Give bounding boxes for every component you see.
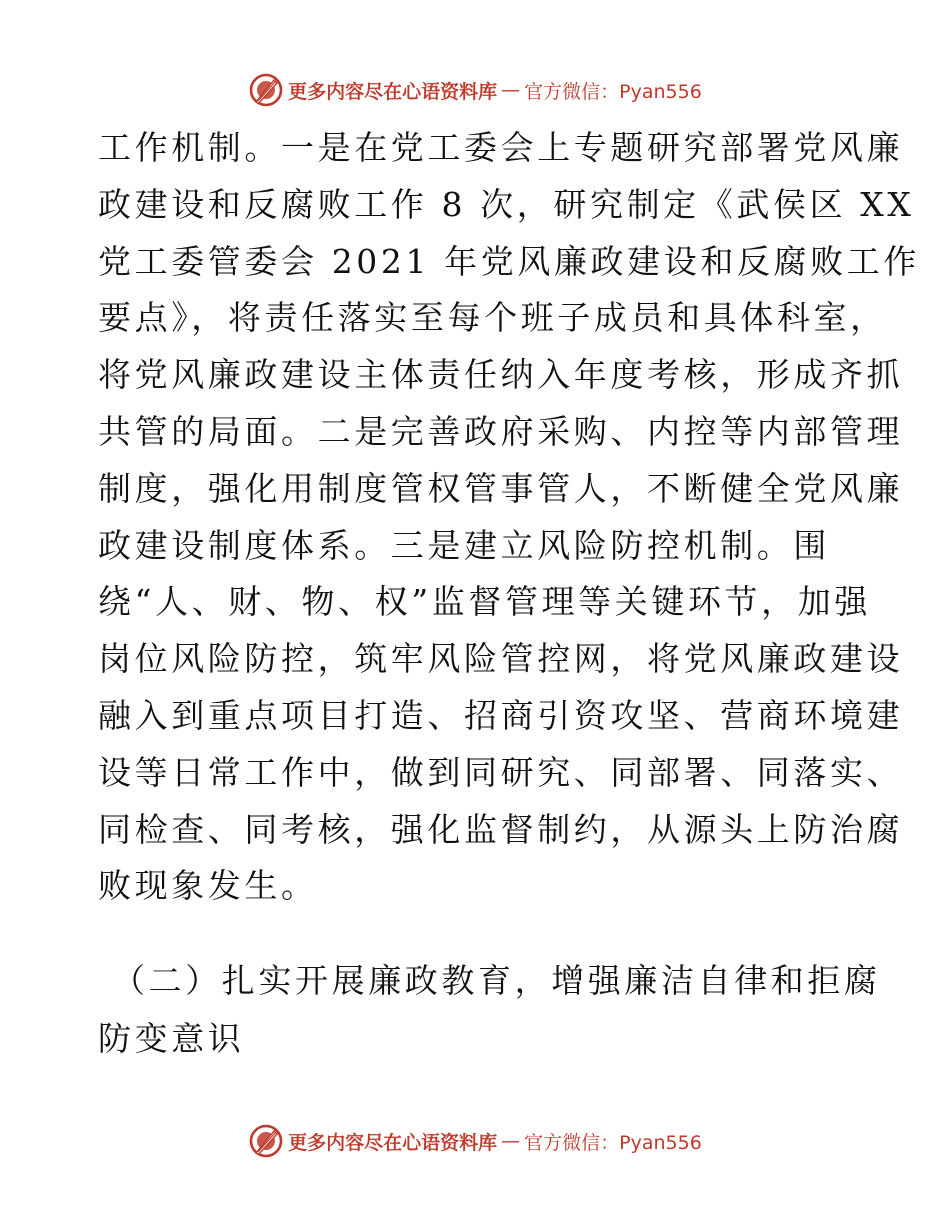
body-line: 融入到重点项目打造、招商引资攻坚、营商环境建 bbox=[98, 695, 904, 735]
watermark-suffix: 官方微信：Pyan556 bbox=[524, 1131, 702, 1154]
body-line: 同检查、同考核，强化监督制约，从源头上防治腐 bbox=[98, 809, 904, 849]
body-paragraph bbox=[98, 120, 920, 915]
heading-line: （二）扎实开展廉政教育，增强廉洁自律和拒腐 bbox=[112, 961, 881, 1000]
watermark-group bbox=[248, 1123, 702, 1159]
quill-logo-icon bbox=[248, 1123, 284, 1159]
body-line: 败现象发生。 bbox=[98, 866, 318, 906]
body-line: 政建设制度体系。三是建立风险防控机制。围 bbox=[98, 525, 830, 565]
watermark-text: 更多内容尽在心语资料库 bbox=[288, 1131, 498, 1154]
body-line: 共管的局面。二是完善政府采购、内控等内部管理 bbox=[98, 411, 904, 451]
body-line: 要点》，将责任落实至每个班子成员和具体科室， bbox=[98, 298, 887, 338]
heading-line: 防变意识 bbox=[98, 1019, 245, 1058]
watermark-separator: — bbox=[501, 1130, 521, 1152]
body-line: 岗位风险防控，筑牢风险管控网，将党风廉政建设 bbox=[98, 639, 904, 679]
watermark-separator: — bbox=[501, 79, 521, 101]
body-line: 设等日常工作中，做到同研究、同部署、同落实、 bbox=[98, 752, 904, 792]
body-line: 党工委管委会 2021 年党风廉政建设和反腐败工作 bbox=[98, 241, 920, 281]
header-watermark bbox=[0, 70, 950, 110]
body-line: 政建设和反腐败工作 8 次，研究制定《武侯区 XX bbox=[98, 184, 915, 224]
footer-watermark bbox=[0, 1121, 950, 1161]
watermark-group bbox=[248, 72, 702, 108]
body-line: 工作机制。一是在党工委会上专题研究部署党风廉 bbox=[98, 128, 904, 167]
watermark-suffix: 官方微信：Pyan556 bbox=[524, 80, 702, 103]
body-line: 制度，强化用制度管权管事管人，不断健全党风廉 bbox=[98, 468, 904, 508]
body-line: 将党风廉政建设主体责任纳入年度考核，形成齐抓 bbox=[98, 355, 904, 395]
body-line: 绕“人、财、物、权”监督管理等关键环节，加强 bbox=[98, 582, 871, 622]
quill-logo-icon bbox=[248, 72, 284, 108]
section-heading bbox=[98, 952, 881, 1068]
watermark-text: 更多内容尽在心语资料库 bbox=[288, 80, 498, 103]
